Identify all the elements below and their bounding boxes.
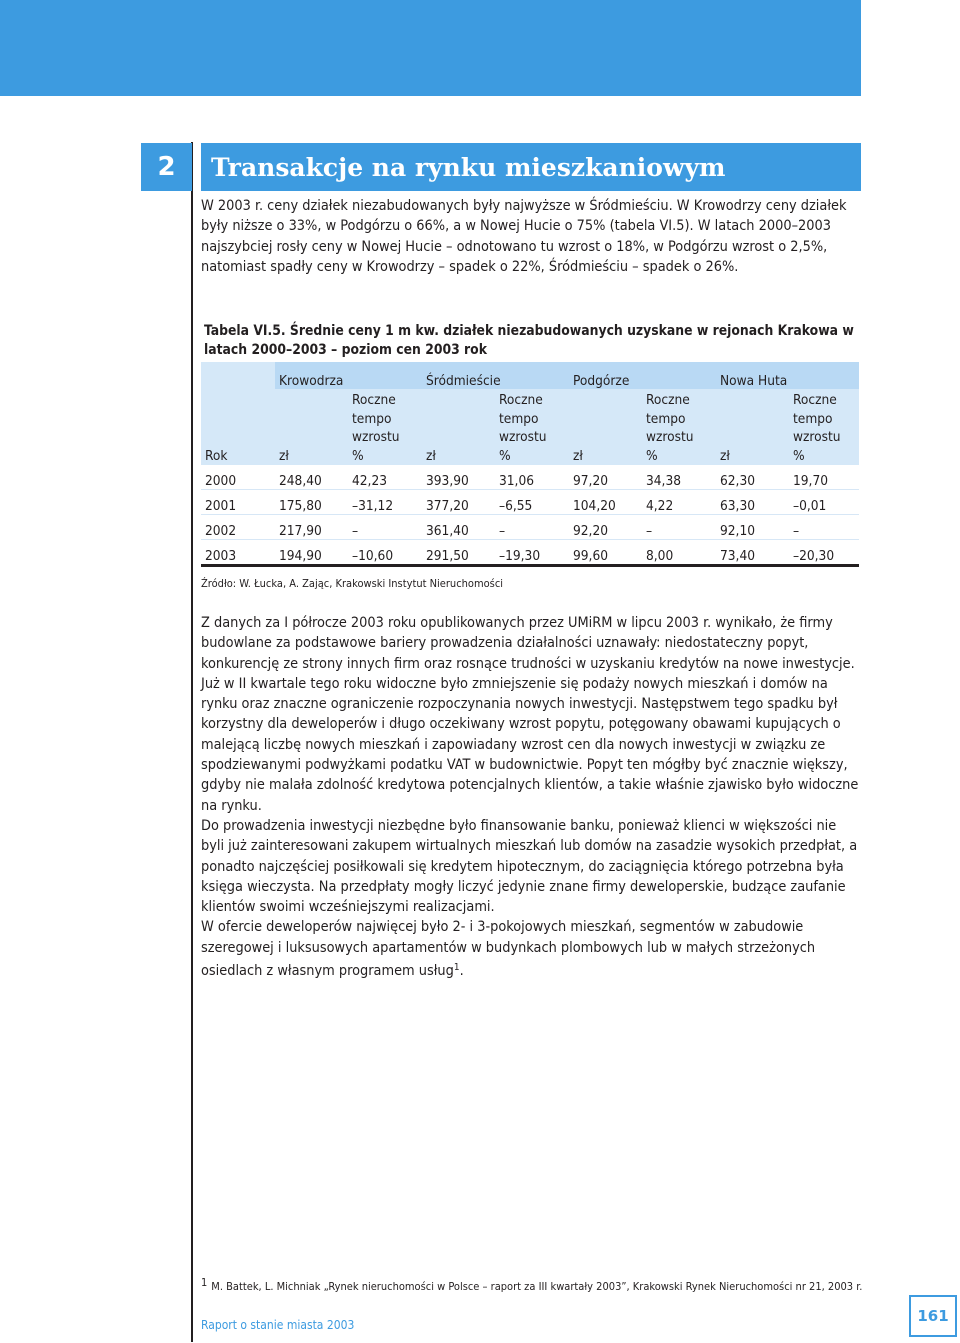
cell: 99,60 (569, 540, 642, 566)
col-tempo: Roczne tempo wzrostu % (642, 389, 716, 465)
intro-paragraph (201, 196, 861, 277)
cell: 19,70 (789, 465, 859, 490)
cell: –0,01 (789, 490, 859, 515)
top-color-band (0, 0, 861, 96)
footnote-ref: 1 (453, 962, 460, 974)
header-blank (201, 362, 275, 389)
cell: 63,30 (716, 490, 789, 515)
cell: 2000 (201, 465, 275, 490)
cell: 73,40 (716, 540, 789, 566)
cell: –20,30 (789, 540, 859, 566)
column-header-row (201, 389, 859, 465)
col-tempo: Roczne tempo wzrostu % (348, 389, 422, 465)
table-row (201, 540, 859, 566)
cell: 248,40 (275, 465, 348, 490)
cell: 2003 (201, 540, 275, 566)
col-zl: zł (569, 389, 642, 465)
cell: – (789, 515, 859, 540)
footnote-number: 1 (201, 1276, 208, 1289)
col-zl: zł (275, 389, 348, 465)
cell: –31,12 (348, 490, 422, 515)
district-header: Krowodrza (275, 362, 422, 389)
district-header: Nowa Huta (716, 362, 859, 389)
table-title: Tabela VI.5. Średnie ceny 1 m kw. działek niezabudowanych uzyskane w rejonach Krakowa w latach 2000–2003 – poziom cen 2003 rok (204, 322, 859, 365)
left-margin-rule (191, 142, 193, 1342)
col-rok: Rok (201, 389, 275, 465)
cell: 175,80 (275, 490, 348, 515)
cell: 34,38 (642, 465, 716, 490)
cell: 194,90 (275, 540, 348, 566)
table-row (201, 490, 859, 515)
cell: 42,23 (348, 465, 422, 490)
cell: 377,20 (422, 490, 495, 515)
cell: 393,90 (422, 465, 495, 490)
cell: 2001 (201, 490, 275, 515)
body-text (201, 613, 861, 981)
cell: 217,90 (275, 515, 348, 540)
col-zl: zł (716, 389, 789, 465)
cell: – (642, 515, 716, 540)
body-paragraph: Z danych za I półrocze 2003 roku opublikowanych przez UMiRM w lipcu 2003 r. wynikało, że firmy budowlane za podstawowe bariery prowadzenia działalności uznawały: niedostateczny popyt, konkurencję ze strony innych firm oraz rosnące trudności w uzyskaniu kredytów na nowe inwestycje. Już w II kwartale tego roku widoczne było zmniejszenie się podaży nowych mieszkań i domów na rynku oraz znaczne ograniczenie rozpoczynania nowych inwestycji. Następstwem tego spadku był korzystny dla deweloperów i długo oczekiwany wzrost popytu, potęgowany obawami kupujących o malejącą liczbę nowych mieszkań i zapowiadany wzrost cen dla nowych inwestycji w związku ze spodziewanymi podwyżkami podatku VAT w budownictwie. Popyt ten mógłby być znacznie większy, gdyby nie malała zdolność kredytowa potencjalnych klientów, a takie właśnie zjawisko było widoczne na rynku. (201, 615, 859, 814)
cell: –6,55 (495, 490, 569, 515)
cell: –19,30 (495, 540, 569, 566)
report-name: Raport o stanie miasta 2003 (201, 1318, 355, 1332)
district-header: Śródmieście (422, 362, 569, 389)
cell: 92,10 (716, 515, 789, 540)
district-header: Podgórze (569, 362, 716, 389)
table-source: Źródło: W. Łucka, A. Zając, Krakowski Instytut Nieruchomości (201, 577, 504, 590)
cell: – (348, 515, 422, 540)
footnote (201, 1276, 901, 1293)
page-number: 161 (909, 1295, 957, 1337)
cell: 2002 (201, 515, 275, 540)
col-tempo: Roczne tempo wzrostu % (789, 389, 859, 465)
cell: – (495, 515, 569, 540)
col-zl: zł (422, 389, 495, 465)
district-header-row (201, 362, 859, 389)
intro-text: W 2003 r. ceny działek niezabudowanych były najwyższe w Śródmieściu. W Krowodrzy ceny działek były niższe o 33%, w Podgórzu o 66%, a w Nowej Hucie o 75% (tabela VI.5). W latach 2000–2003 najszybciej rosły ceny w Nowej Hucie – odnotowano tu wzrost o 18%, w Podgórzu wzrost o 2,5%, natomiast spadły ceny w Krowodrzy – spadek o 22%, Śródmieściu – spadek o 26%. (201, 198, 847, 275)
table-row (201, 465, 859, 490)
footnote-text: M. Battek, L. Michniak „Rynek nieruchomości w Polsce – raport za III kwartały 2003”, Krakowski Rynek Nieruchomości nr 21, 2003 r. (211, 1280, 863, 1293)
body-paragraph-last: W ofercie deweloperów najwięcej było 2- i 3-pokojowych mieszkań, segmentów w zabudowie szeregowej i luksusowych apartamentów w budynkach plombowych lub w małych strzeżonych osiedlach z własnym programem usług$^1$. (201, 919, 816, 980)
price-table (201, 362, 859, 567)
cell: 97,20 (569, 465, 642, 490)
cell: 92,20 (569, 515, 642, 540)
cell: 8,00 (642, 540, 716, 566)
chapter-number: 2 (141, 143, 192, 191)
cell: 291,50 (422, 540, 495, 566)
cell: 104,20 (569, 490, 642, 515)
cell: 62,30 (716, 465, 789, 490)
cell: 4,22 (642, 490, 716, 515)
body-paragraph: Do prowadzenia inwestycji niezbędne było finansowanie banku, ponieważ klienci w większości nie byli już zainteresowani zakupem wirtualnych mieszkań lub domów na zasadzie wysokich przedpłat, a ponadto najczęściej posiłkowali się kredytem hipotecznym, do zaciągnięcia którego potrzebna była księga wieczysta. Na przedpłaty mogły liczyć jedynie znane firmy deweloperskie, budzące zaufanie klientów swoimi wcześniejszymi realizacjami. (201, 817, 858, 916)
chapter-title: Transakcje na rynku mieszkaniowym (201, 143, 861, 191)
cell: 31,06 (495, 465, 569, 490)
table-row (201, 515, 859, 540)
cell: –10,60 (348, 540, 422, 566)
cell: 361,40 (422, 515, 495, 540)
col-tempo: Roczne tempo wzrostu % (495, 389, 569, 465)
